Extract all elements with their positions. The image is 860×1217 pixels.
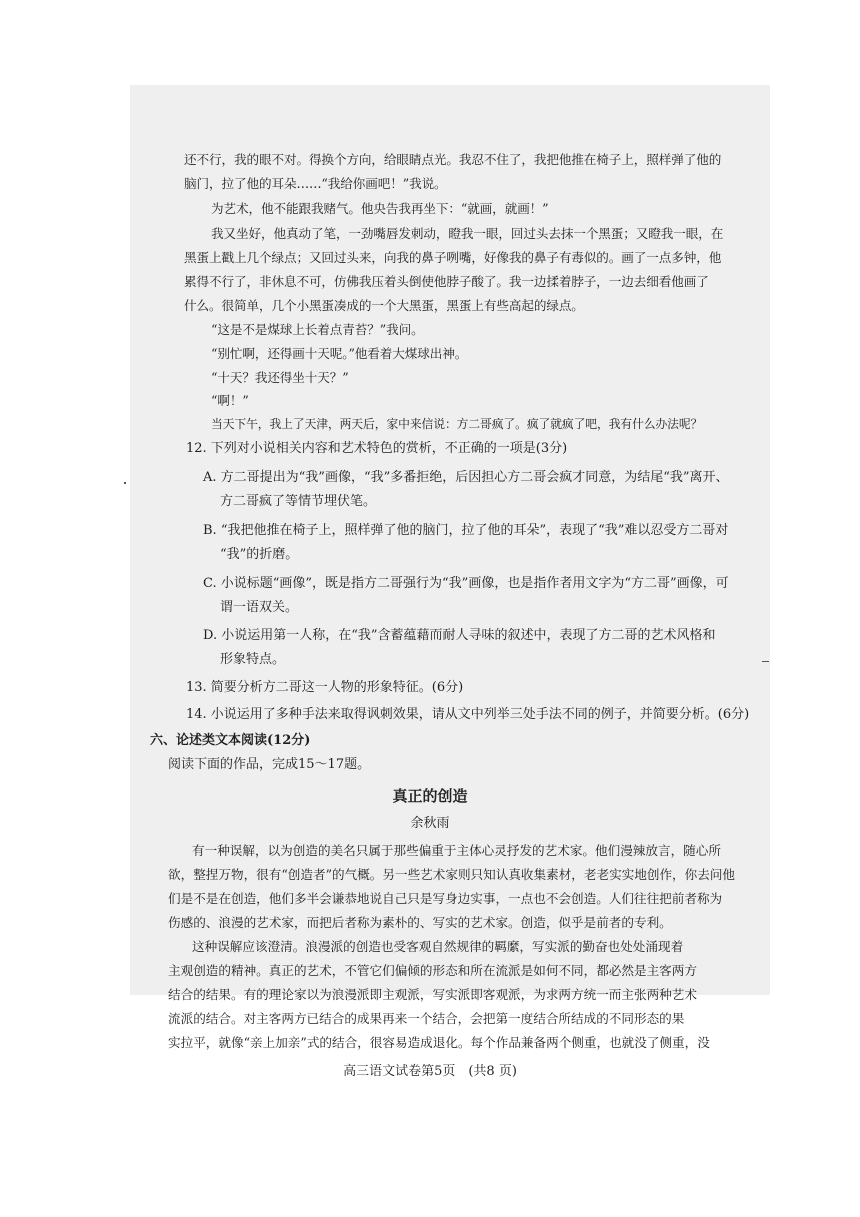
- essay-author: 余秋雨: [410, 816, 450, 831]
- story-line: “啊！”: [211, 393, 249, 408]
- story-line: 黑蛋上戳上几个绿点；又回过头来，向我的鼻子咧嘴，好像我的鼻子有毒似的。画了一点多钟，他: [184, 250, 722, 265]
- story-line: “这是不是煤球上长着点青苔？”我问。: [211, 322, 424, 337]
- essay-line: 有一种误解，以为创造的美名只属于那些偏重于主体心灵抒发的艺术家。他们漫辣放言，随心所: [192, 843, 721, 858]
- story-line: 累得不行了，非休息不可，仿佛我压着头倒使他脖子酸了。我一边揉着脖子，一边去细看他画了: [184, 274, 709, 289]
- essay-line: 欲，整捏万物，很有“创造者”的气概。另一些艺术家则只知认真收集素材，老老实实地创作，你去问他: [168, 867, 736, 882]
- question-12-option-a: A. 方二哥提出为“我”画像，“我”多番拒绝，后因担心方二哥会疯才同意，为结尾“我”离开、: [203, 470, 729, 485]
- story-line: “别忙啊，还得画十天呢。”他看着大煤球出神。: [211, 346, 468, 361]
- scan-speck: [762, 661, 769, 662]
- story-line: 当天下午，我上了天津，两天后，家中来信说：方二哥疯了。疯了就疯了吧，我有什么办法呢？: [211, 417, 703, 431]
- question-13: 13. 简要分析方二哥这一人物的形象特征。(6分): [186, 680, 464, 695]
- question-12-option-a-cont: 方二哥疯了等情节埋伏笔。: [220, 494, 377, 509]
- question-12-option-c-cont: 谓一语双关。: [220, 600, 299, 615]
- essay-line: 主观创造的精神。真正的艺术，不管它们偏倾的形态和所在流派是如何不同，都必然是主客两方: [168, 963, 697, 978]
- scan-speck: [124, 482, 126, 484]
- essay-line: 实拉平，就像“亲上加亲”式的结合，很容易造成退化。每个作品兼备两个侧重，也就没了侧重，没: [168, 1035, 710, 1050]
- section-heading: 六、论述类文本阅读(12分): [150, 733, 311, 748]
- question-12-option-d-cont: 形象特点。: [220, 652, 286, 667]
- essay-line: 这种误解应该澄清。浪漫派的创造也受客观自然规律的羁縻，写实派的勤奋也处处涌现着: [192, 939, 684, 954]
- essay-line: 结合的结果。有的理论家以为浪漫派即主观派，写实派即客观派，为求两方统一而主张两种艺术: [168, 987, 697, 1002]
- essay-title: 真正的创造: [392, 787, 468, 805]
- essay-line: 伤感的、浪漫的艺术家，而把后者称为素朴的、写实的艺术家。创造，似乎是前者的专利。: [168, 915, 672, 930]
- story-line: 什么。很简单，几个小黑蛋凑成的一个大黑蛋，黑蛋上有些高起的绿点。: [184, 298, 584, 313]
- question-12-stem: 12. 下列对小说相关内容和艺术特色的赏析，不正确的一项是(3分): [186, 441, 568, 456]
- question-12-option-d: D. 小说运用第一人称，在“我”含蓄蕴藉而耐人寻味的叙述中，表现了方二哥的艺术风格和: [203, 628, 716, 643]
- story-line: 为艺术，他不能跟我赌气。他央告我再坐下：“就画，就画！”: [211, 201, 549, 216]
- essay-line: 流派的结合。对主客两方已结合的成果再来一个结合，会把第一度结合所结成的不同形态的果: [168, 1011, 685, 1026]
- question-14: 14. 小说运用了多种手法来取得讽刺效果，请从文中列举三处手法不同的例子，并简要分析。(6分): [186, 707, 750, 722]
- question-12-option-b-cont: “我”的折磨。: [220, 547, 299, 562]
- question-12-option-b: B. “我把他推在椅子上，照样弹了他的脑门，拉了他的耳朵”，表现了“我”难以忍受方二哥对: [203, 523, 729, 538]
- question-12-option-c: C. 小说标题“画像”，既是指方二哥强行为“我”画像，也是指作者用文字为“方二哥”画像，可: [203, 576, 729, 591]
- story-line: 脑门，拉了他的耳朵……“我给你画吧！”我说。: [184, 176, 447, 191]
- page-footer: 高三语文试卷第5页 (共8 页): [343, 1064, 517, 1079]
- story-line: “十天？我还得坐十天？”: [211, 370, 349, 385]
- section-instruction: 阅读下面的作品，完成15～17题。: [168, 757, 371, 772]
- story-line: 还不行，我的眼不对。得换个方向，给眼睛点光。我忍不住了，我把他推在椅子上，照样弹了他的: [184, 152, 722, 167]
- essay-line: 们是不是在创造，他们多半会谦恭地说自己只是写身边实事，一点也不会创造。人们往往把前者称为: [168, 891, 723, 906]
- story-line: 我又坐好，他真动了笔，一劲嘴唇发刺动，瞪我一眼，回过头去抹一个黑蛋；又瞪我一眼，在: [211, 226, 724, 241]
